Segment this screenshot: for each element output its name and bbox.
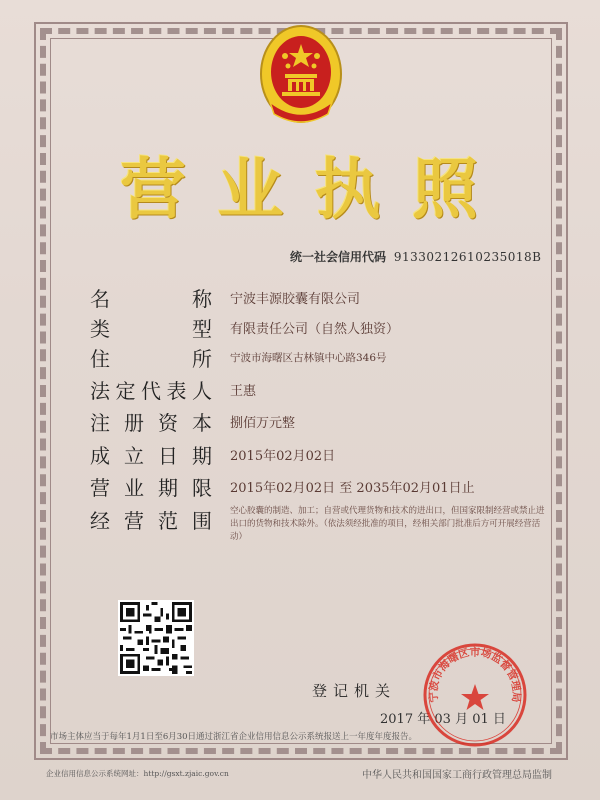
credit-code-row	[290, 248, 541, 265]
national-emblem-icon	[258, 22, 344, 128]
label-char: 营	[124, 508, 144, 533]
title-char: 业	[217, 150, 286, 228]
field-label	[90, 440, 212, 469]
business-term-value: 2015年02月02日 至 2035年02月01日止	[230, 480, 475, 496]
label-char: 定	[115, 378, 136, 403]
label-char: 限	[192, 475, 212, 500]
label-char: 本	[192, 410, 212, 435]
label-char: 所	[192, 346, 212, 371]
label-char: 围	[192, 508, 212, 533]
field-label	[90, 343, 212, 372]
label-char: 营	[90, 475, 110, 500]
field-label	[90, 407, 212, 436]
label-char: 人	[192, 378, 212, 403]
label-char: 成	[90, 443, 110, 468]
credit-code-label: 统一社会信用代码	[290, 250, 387, 264]
label-char: 类	[90, 316, 110, 341]
document-title	[120, 140, 480, 226]
issue-year-suffix: 年	[417, 712, 431, 727]
field-legal-rep	[90, 375, 550, 403]
svg-text:宁波市海曙区市场监督管理局: 宁波市海曙区市场监督管理局	[427, 646, 523, 703]
label-char: 经	[90, 508, 110, 533]
issue-month: 03	[434, 712, 451, 727]
label-char: 期	[192, 443, 212, 468]
field-address	[90, 343, 550, 371]
company-name-value: 宁波丰源胶囊有限公司	[230, 291, 361, 307]
label-char: 型	[192, 316, 212, 341]
field-label	[90, 283, 212, 312]
label-char: 册	[124, 410, 144, 435]
field-capital	[90, 407, 550, 435]
credit-code-value: 91330212610235018B	[393, 250, 542, 264]
company-type-value: 有限责任公司（自然人独资）	[230, 321, 400, 337]
field-label	[90, 313, 212, 342]
registration-authority-label: 登记机关	[312, 682, 397, 700]
field-label	[90, 505, 212, 534]
footer-website: 企业信用信息公示系统网址：http://gsxt.zjaic.gov.cn	[46, 769, 229, 778]
capital-value: 捌佰万元整	[230, 415, 296, 431]
label-char: 期	[158, 475, 178, 500]
issue-month-suffix: 月	[455, 712, 469, 727]
issue-day-suffix: 日	[492, 712, 506, 727]
title-char: 照	[411, 150, 480, 228]
field-label	[90, 472, 212, 501]
label-char: 住	[90, 346, 110, 371]
label-char: 注	[90, 410, 110, 435]
label-char: 代	[141, 378, 161, 403]
field-established	[90, 440, 550, 468]
label-char: 表	[166, 378, 187, 403]
label-char: 业	[124, 475, 144, 500]
field-type	[90, 313, 550, 341]
label-char: 范	[158, 508, 178, 533]
label-char: 资	[158, 410, 178, 435]
qr-code-icon	[118, 600, 194, 676]
field-name	[90, 283, 550, 311]
field-label	[90, 375, 212, 404]
footer-issuer: 中华人民共和国国家工商行政管理总局监制	[362, 770, 552, 781]
issue-day: 01	[472, 712, 489, 727]
legal-rep-value: 王惠	[230, 383, 257, 399]
title-char: 执	[314, 150, 383, 228]
issue-year: 2017	[380, 712, 414, 727]
address-value: 宁波市海曙区古林镇中心路346号	[230, 351, 387, 364]
business-scope-value: 空心胶囊的制造、加工；自营或代理货物和技术的进出口，但国家限制经营或禁止进出口的货物和技术除外。（依法须经批准的项目，经相关部门批准后方可开展经营活动）	[230, 506, 545, 542]
annual-report-notice: 市场主体应当于每年1月1日至6月30日通过浙江省企业信用信息公示系统报送上一年度年度报告。	[50, 732, 418, 742]
label-char: 立	[124, 443, 144, 468]
field-term	[90, 472, 550, 500]
title-char: 营	[120, 150, 188, 228]
established-date-value: 2015年02月02日	[230, 448, 336, 464]
label-char: 法	[90, 378, 110, 403]
label-char: 日	[158, 443, 178, 468]
label-char: 称	[192, 286, 212, 311]
label-char: 名	[90, 286, 110, 311]
